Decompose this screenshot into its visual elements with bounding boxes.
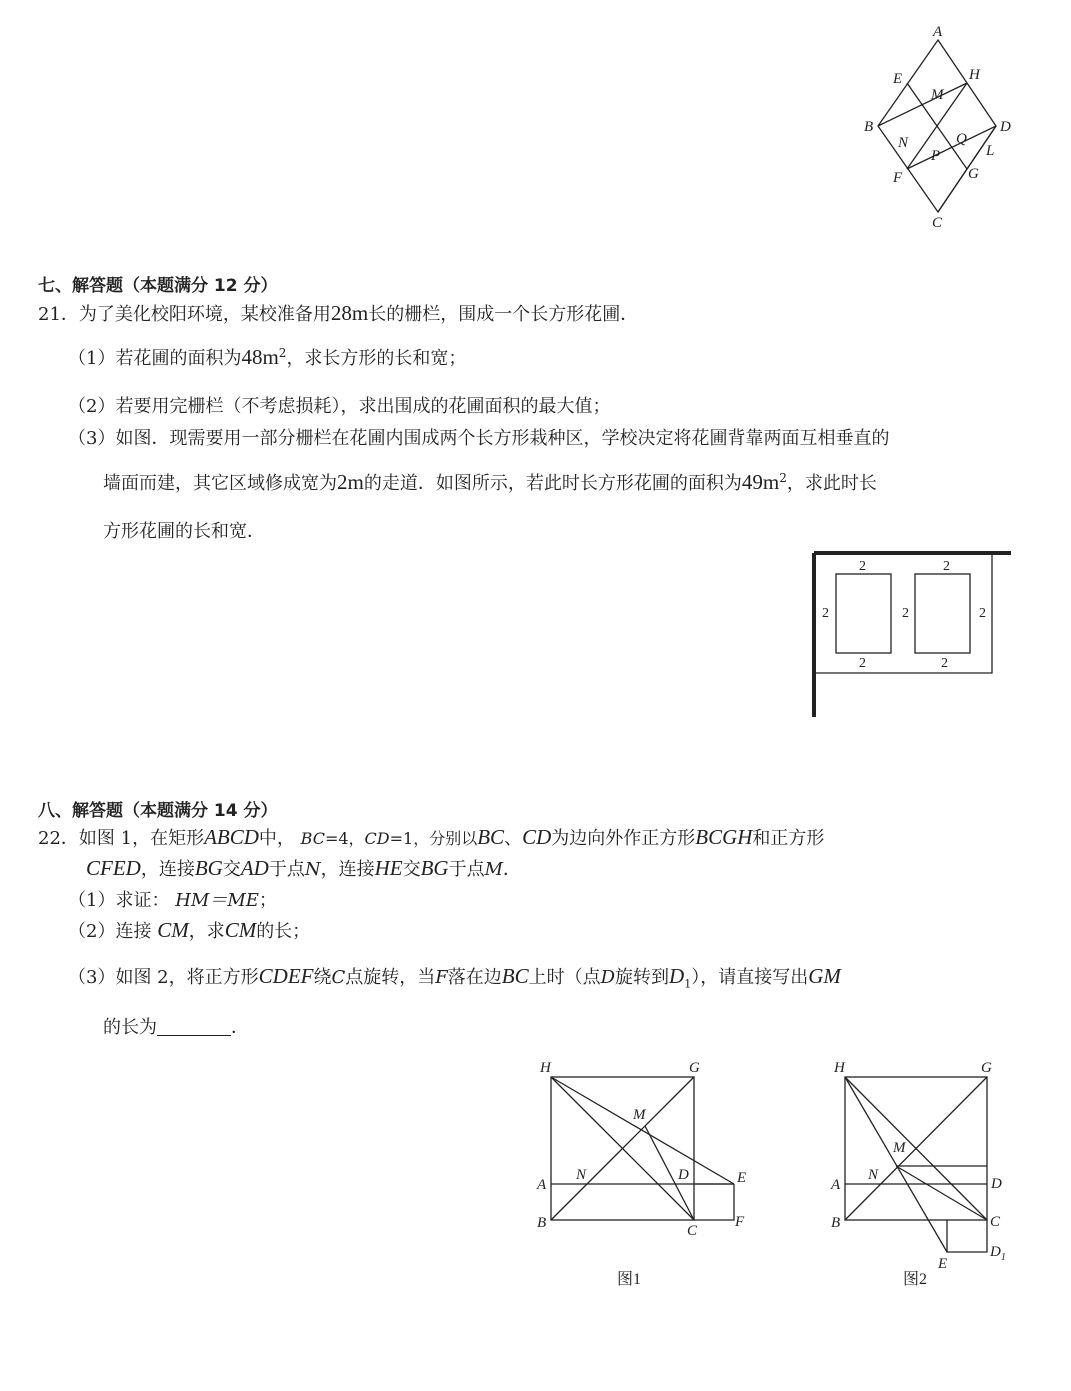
fig1-caption: 图1 xyxy=(617,1271,642,1288)
q22-square-bcgh: BCGH xyxy=(695,825,753,849)
q22-n: N xyxy=(304,859,321,880)
q21-p3-text-b: 的走道．如图所示，若此时长方形花圃的面积为 xyxy=(363,473,742,494)
fig1-label-d: D xyxy=(678,1167,689,1183)
q22-m: M xyxy=(484,859,504,880)
garden-label-left: 2 xyxy=(822,606,829,621)
garden-label-top-right: 2 xyxy=(943,559,950,574)
q22-p2-cm2: CM xyxy=(224,918,257,942)
q21-p3-text-a: 墙面而建，其它区域修成宽为 xyxy=(103,473,337,494)
label-n: N xyxy=(898,135,909,151)
garden-figure xyxy=(800,545,1020,725)
q21-part1 xyxy=(68,344,466,370)
q22-l2-f: 于点 xyxy=(448,859,485,880)
fig2-label-b: B xyxy=(831,1215,841,1231)
q22-p3-c-pt: C xyxy=(331,967,346,988)
q22-number: 22． xyxy=(38,828,79,849)
label-e: E xyxy=(893,71,903,87)
q22-p1-expr: HM＝ME xyxy=(175,890,259,911)
fig2-label-g: G xyxy=(981,1060,992,1076)
q21-text-b: 长的栅栏，围成一个长方形花圃． xyxy=(368,304,639,325)
q22-l1-b: 中， xyxy=(258,828,295,849)
q21-text-a: 为了美化校阳环境，某校准备用 xyxy=(78,304,331,325)
q22-rect-abcd: ABCD xyxy=(204,825,259,849)
q22-p2-a: （2）连接 xyxy=(68,921,152,942)
q21-p3-sup: 2 xyxy=(779,471,787,485)
fig2-label-a: A xyxy=(831,1177,841,1193)
fig1-label-m: M xyxy=(633,1107,646,1123)
fig2-label-m: M xyxy=(893,1140,906,1156)
q22-bc-val: =4， xyxy=(324,829,365,848)
q21-part2: （2）若要用完栅栏（不考虑损耗），求出围成的花圃面积的最大值； xyxy=(68,396,611,417)
q22-p3-f: F xyxy=(435,967,448,988)
q21-part3-line2 xyxy=(103,469,877,495)
fig2-label-c: C xyxy=(990,1214,1001,1230)
q21-part3-line3: 方形花圃的长和宽． xyxy=(103,521,265,542)
q22-he: HE xyxy=(374,856,403,880)
label-d: D xyxy=(1000,119,1011,135)
label-q: Q xyxy=(956,131,967,147)
fig2-label-e: E xyxy=(938,1256,948,1272)
q22-part3-line2 xyxy=(103,1013,249,1039)
q22-p4-a: 的长为 xyxy=(103,1017,157,1038)
label-l: L xyxy=(986,143,995,159)
q22-p3-c: 点旋转，当 xyxy=(345,967,436,988)
figure-2 xyxy=(825,1052,1025,1297)
fig1-label-a: A xyxy=(537,1177,547,1193)
section8-title: 八、解答题（本题满分 14 分） xyxy=(38,801,278,821)
fig2-caption: 图2 xyxy=(903,1271,928,1288)
q22-p1-a: （1）求证： xyxy=(68,890,170,911)
q21-p3-width: 2m xyxy=(337,470,364,494)
q22-part2 xyxy=(68,917,310,943)
label-a: A xyxy=(933,24,943,40)
q22-p3-bc: BC xyxy=(501,964,529,988)
figure-1 xyxy=(530,1052,760,1297)
q21-p1-sup: 2 xyxy=(278,346,287,360)
garden-label-middle: 2 xyxy=(902,606,909,621)
q21-stem xyxy=(38,300,638,326)
fig1-label-c: C xyxy=(687,1223,698,1239)
q22-p3-e: 上时（点 xyxy=(528,967,601,988)
q22-l1-a: 如图 1，在矩形 xyxy=(78,828,205,849)
q21-number: 21． xyxy=(38,304,79,325)
q22-bc2: BC xyxy=(477,825,505,849)
q22-square-cfed: CFED xyxy=(86,856,141,880)
garden-label-bottom-right: 2 xyxy=(941,656,948,671)
fig1-label-h: H xyxy=(540,1060,551,1076)
q22-bg: BG xyxy=(194,856,223,880)
section7-title: 七、解答题（本题满分 12 分） xyxy=(38,276,278,296)
fig1-label-b: B xyxy=(537,1215,547,1231)
q21-p1-text-b: ，求长方形的长和宽； xyxy=(286,348,467,369)
q21-p3-area: 49m xyxy=(741,470,780,494)
q22-p3-f2: 旋转到 xyxy=(615,967,670,988)
label-f: F xyxy=(893,170,903,186)
label-p: P xyxy=(931,148,941,164)
fig1-label-e: E xyxy=(737,1170,747,1186)
q22-cd2: CD xyxy=(522,825,552,849)
q22-bc: BC xyxy=(300,829,325,848)
q22-p3-d: 落在边 xyxy=(447,967,502,988)
q22-p4-b: ． xyxy=(231,1017,249,1038)
garden-label-right: 2 xyxy=(979,606,986,621)
q22-p3-d1: D xyxy=(669,964,685,988)
q22-l1-c: 、 xyxy=(504,828,523,849)
q22-l2-d: ，连接 xyxy=(320,859,375,880)
q21-p3-text-c: ，求此时长 xyxy=(786,473,877,494)
q22-p3-b: 绕 xyxy=(313,967,332,988)
q22-l1-d: 为边向外作正方形 xyxy=(551,828,696,849)
answer-blank[interactable] xyxy=(157,1017,231,1036)
q22-l2-b: 交 xyxy=(222,859,241,880)
q22-line2 xyxy=(86,855,521,881)
q22-l2-g: ． xyxy=(503,859,522,880)
q22-p2-c: 的长； xyxy=(256,921,311,942)
q22-p2-b: ，求 xyxy=(188,921,225,942)
q21-part3-line1: （3）如图．现需要用一部分栅栏在花圃内围成两个长方形栽种区，学校决定将花圃背靠两面互相垂直的 xyxy=(68,428,890,449)
q22-l2-e: 交 xyxy=(402,859,421,880)
q22-p3-cdef: CDEF xyxy=(258,964,314,988)
q22-p3-gm: GM xyxy=(808,964,841,988)
q22-bg2: BG xyxy=(420,856,449,880)
q21-p1-text-a: （1）若花圃的面积为 xyxy=(68,348,242,369)
q22-p3-a: （3）如图 2，将正方形 xyxy=(68,967,259,988)
label-h: H xyxy=(969,67,980,83)
q22-l2-a: ，连接 xyxy=(140,859,195,880)
q22-cd: CD xyxy=(364,829,390,848)
q21-p1-area: 48m xyxy=(241,345,279,369)
q22-p3-d1-sub: 1 xyxy=(684,977,692,991)
garden-label-top-left: 2 xyxy=(859,559,866,574)
q22-p1-b: ； xyxy=(258,890,277,911)
fig1-label-g: G xyxy=(689,1060,700,1076)
fig2-label-n: N xyxy=(868,1167,879,1183)
q22-p3-dpt: D xyxy=(600,967,616,988)
q22-l2-c: 于点 xyxy=(268,859,305,880)
q22-p3-g: ），请直接写出 xyxy=(691,967,809,988)
q21-length: 28m xyxy=(330,301,369,325)
fig2-label-d: D xyxy=(991,1176,1002,1192)
q22-l1-e: 和正方形 xyxy=(752,828,825,849)
q22-part1 xyxy=(68,886,277,912)
fig2-label-h: H xyxy=(834,1060,845,1076)
q22-p2-cm: CM xyxy=(157,918,189,942)
label-b: B xyxy=(864,119,874,135)
fig1-label-f: F xyxy=(735,1214,745,1230)
rhombus-figure xyxy=(860,20,1020,235)
fig2-label-d1: $D_1$ xyxy=(990,1244,1006,1263)
q22-part3 xyxy=(68,963,841,991)
garden-label-bottom-left: 2 xyxy=(859,656,866,671)
fig1-label-n: N xyxy=(576,1167,587,1183)
label-c: C xyxy=(932,215,943,231)
q22-line1 xyxy=(38,824,824,850)
label-m: M xyxy=(931,87,944,103)
q22-ad: AD xyxy=(240,856,269,880)
label-g: G xyxy=(968,166,979,182)
q22-cd-val: =1，分别以 xyxy=(389,829,478,848)
